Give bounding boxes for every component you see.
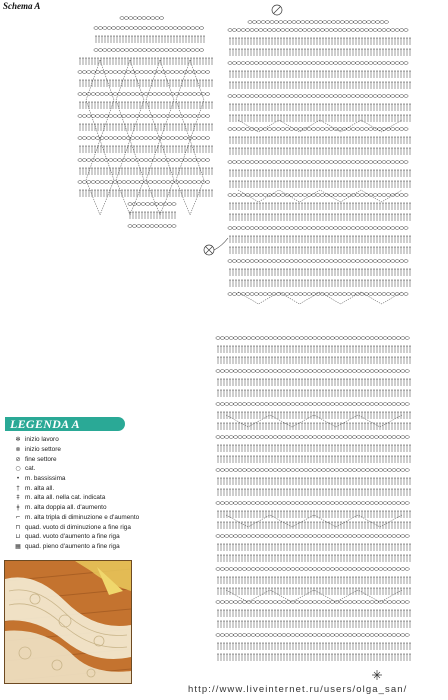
stitch-row: [217, 588, 411, 595]
stitch-row: [229, 247, 411, 254]
stitch-row: [229, 170, 411, 177]
legend-list: [11, 435, 139, 551]
stitch-row: [217, 456, 411, 463]
stitch-row: [217, 445, 411, 452]
stitch-row: [217, 423, 411, 430]
stitch-row: [229, 280, 411, 287]
legend-item-label: inizio lavoro: [25, 436, 59, 444]
stitch-row: [79, 102, 213, 109]
chain-row: [228, 29, 408, 32]
legend-item-label: fine settore: [25, 455, 57, 463]
stitch-row: [217, 654, 411, 661]
legend-item-triple-dec-inc: [11, 513, 139, 523]
double-increase-icon: ǂ: [16, 504, 20, 512]
chain-icon: ○: [15, 465, 21, 473]
legend-item-treble: [11, 483, 139, 493]
stitch-row: [217, 478, 411, 485]
stitch-row: [79, 168, 213, 175]
treble-icon: †: [16, 484, 20, 492]
stitch-row: [79, 190, 213, 197]
stitch-row: [229, 71, 411, 78]
legend-item-empty-square-inc: [11, 532, 139, 542]
full-square-inc-icon: ▦: [15, 542, 21, 550]
stitch-row: [229, 104, 411, 111]
chain-row: [216, 370, 409, 373]
chain-row: [94, 49, 204, 52]
stitch-row: [79, 80, 213, 87]
chain-row: [128, 225, 176, 228]
stitch-row: [229, 236, 411, 243]
empty-square-inc-icon: ⊔: [15, 533, 21, 541]
stitch-row: [229, 203, 411, 210]
chain-row: [216, 469, 409, 472]
end-sector-slash: [274, 7, 281, 14]
stitch-row: [79, 146, 213, 153]
start-sector-arrow: [214, 238, 228, 250]
stitch-row: [217, 412, 411, 419]
stitch-row: [79, 58, 213, 65]
start-work-icon: ✻: [15, 436, 21, 444]
chain-row: [216, 337, 409, 340]
stitch-row: [229, 115, 411, 122]
legend-item-start-sector: [11, 445, 139, 455]
chain-row: [78, 159, 210, 162]
start-sector-icon: ⊗: [15, 446, 21, 454]
legend-item-label: quad. vuoto d'aumento a fine riga: [25, 533, 120, 541]
stitch-row: [217, 379, 411, 386]
stitch-row: [217, 489, 411, 496]
slip-stitch-icon: •: [16, 475, 20, 483]
stitch-row: [217, 555, 411, 562]
stitch-row: [217, 522, 411, 529]
stitch-row: [217, 643, 411, 650]
chain-row: [78, 71, 210, 74]
legend-item-empty-square-dec: [11, 522, 139, 532]
chain-row: [216, 535, 409, 538]
legend-item-label: m. alta doppia all. d'aumento: [25, 504, 107, 512]
start-sector-cross: [206, 247, 213, 254]
chain-row: [94, 27, 204, 30]
chain-row: [228, 62, 408, 65]
legend-item-slip-stitch: [11, 474, 139, 484]
legend-item-end-sector: [11, 454, 139, 464]
chain-row: [78, 93, 210, 96]
legend-item-chain: [11, 464, 139, 474]
stitch-row: [229, 269, 411, 276]
legend-item-label: m. alta all. nella cat. indicata: [25, 494, 106, 502]
stitch-row: [229, 181, 411, 188]
stitch-row: [217, 610, 411, 617]
legend-item-label: m. alta all.: [25, 484, 55, 492]
chain-row: [78, 137, 210, 140]
legend-item-label: cat.: [25, 465, 36, 473]
end-sector-icon: ⊘: [15, 455, 21, 463]
legend-item-start-work: [11, 435, 139, 445]
watermark-url: http://www.liveinternet.ru/users/olga_san/: [188, 684, 408, 695]
stitch-row: [217, 346, 411, 353]
chain-row: [78, 115, 210, 118]
legend-item-double-increase: [11, 503, 139, 513]
chain-row: [216, 502, 409, 505]
legend-item-label: quad. pieno d'aumento a fine riga: [25, 542, 120, 550]
legend-item-label: m. alta tripla di diminuzione e d'aumento: [25, 513, 140, 521]
chain-row: [216, 634, 409, 637]
stitch-row: [229, 148, 411, 155]
stitch-row: [217, 544, 411, 551]
stitch-row: [229, 214, 411, 221]
chain-row: [228, 194, 408, 197]
legend-item-treble-in-chain: [11, 493, 139, 503]
stitch-row: [229, 49, 411, 56]
stitch-row: [79, 124, 213, 131]
chain-row: [228, 161, 408, 164]
stitch-row: [229, 137, 411, 144]
legend-title: LEGENDA A: [10, 417, 80, 431]
chain-row: [228, 293, 408, 296]
legend-item-label: inizio settore: [25, 446, 61, 454]
triple-dec-inc-icon: ⌐: [15, 513, 21, 521]
lace-doily-illustration: [5, 561, 131, 683]
legend-item-label: m. bassissima: [25, 475, 66, 483]
treble-in-chain-icon: ‡: [16, 494, 20, 502]
diagram-title: Schema A: [3, 1, 41, 11]
stitch-row: [217, 621, 411, 628]
chain-row: [120, 17, 164, 20]
start-work-icon: [372, 670, 382, 680]
stitch-row: [129, 212, 176, 219]
chain-row: [228, 227, 408, 230]
crochet-lace-photo: [4, 560, 132, 684]
stitch-row: [217, 577, 411, 584]
chain-row: [216, 568, 409, 571]
chain-row: [228, 95, 408, 98]
empty-square-dec-icon: ⊓: [15, 523, 21, 531]
stitch-row: [95, 36, 205, 43]
chain-row: [216, 403, 409, 406]
chain-row: [216, 436, 409, 439]
stitch-row: [229, 82, 411, 89]
legend-item-full-square-inc: [11, 542, 139, 552]
chain-row: [248, 21, 389, 24]
stitch-row: [217, 357, 411, 364]
stitch-row: [217, 390, 411, 397]
chain-row: [228, 260, 408, 263]
stitch-row: [229, 38, 411, 45]
legend-item-label: quad. vuoto di diminuzione a fine riga: [25, 523, 131, 531]
chain-row: [128, 203, 176, 206]
stitch-row: [217, 511, 411, 518]
